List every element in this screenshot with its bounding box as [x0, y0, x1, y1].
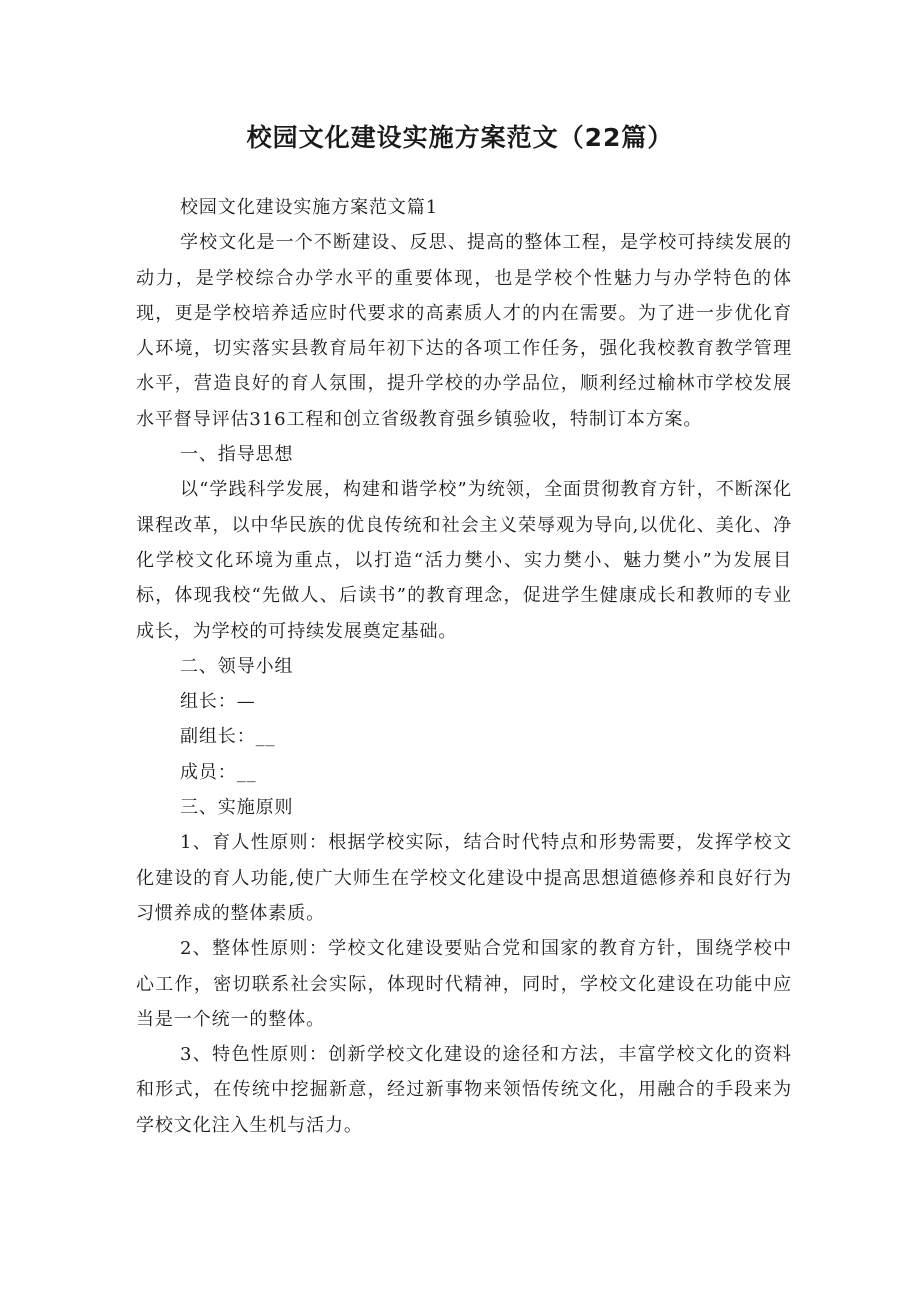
document-body — [136, 190, 792, 1143]
leader-line: 组长：— — [180, 691, 256, 713]
members-line: 成员：__ — [180, 761, 257, 783]
section-heading: 校园文化建设实施方案范文篇1 — [180, 197, 439, 218]
principle-distinctive: 3、特色性原则：创新学校文化建设的途径和方法，丰富学校文化的资料和形式，在传统中挖掘新意，经过新事物来领悟传统文化，用融合的手段来为学校文化注入生机与活力。 — [136, 1044, 792, 1136]
heading-guiding-ideology: 一、指导思想 — [180, 444, 294, 466]
document-title: 校园文化建设实施方案范文（22篇） — [246, 123, 674, 152]
intro-paragraph: 学校文化是一个不断建设、反思、提高的整体工程，是学校可持续发展的动力，是学校综合办学水平的重要体现，也是学校个性魅力与办学特色的体现，更是学校培养适应时代要求的高素质人才的内在需要。为了进一步优化育人环境，切实落实县教育局年初下达的各项工作任务，强化我校教育教学管理水平，营造良好的育人氛围，提升学校的办学品位，顺利经过榆林市学校发展水平督导评估316工程和创立省级教育强乡镇验收，特制订本方案。 — [136, 232, 792, 430]
principle-integrity: 2、整体性原则：学校文化建设要贴合党和国家的教育方针，围绕学校中心工作，密切联系社会实际，体现时代精神，同时，学校文化建设在功能中应当是一个统一的整体。 — [136, 938, 792, 1030]
principle-educational: 1、育人性原则：根据学校实际，结合时代特点和形势需要，发挥学校文化建设的育人功能,使广大师生在学校文化建设中提高思想道德修养和良好行为习惯养成的整体素质。 — [136, 832, 792, 924]
heading-leadership-group: 二、领导小组 — [180, 655, 294, 677]
guiding-ideology-paragraph: 以“学践科学发展，构建和谐学校”为统领，全面贯彻教育方针，不断深化课程改革，以中华民族的优良传统和社会主义荣辱观为导向,以优化、美化、净化学校文化环境为重点，以打造“活力樊小、实力樊小、魅力樊小”为发展目标，体现我校“先做人、后读书”的教育理念，促进学生健康成长和教师的专业成长，为学校的可持续发展奠定基础。 — [136, 479, 792, 642]
deputy-leader-line: 副组长：__ — [180, 726, 276, 748]
heading-principles: 三、实施原则 — [180, 797, 294, 819]
